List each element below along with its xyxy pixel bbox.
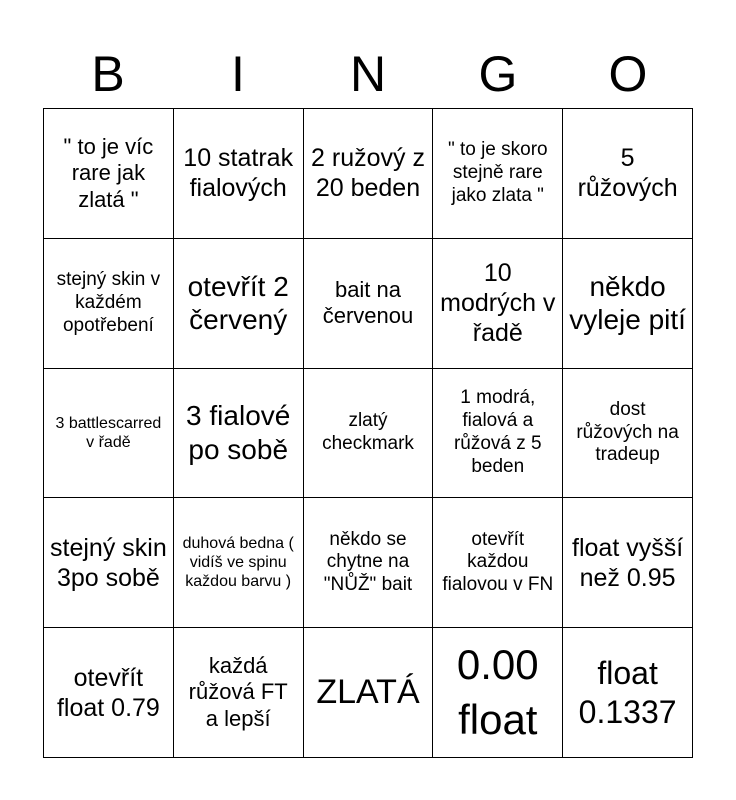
header-letter-n: N	[349, 46, 387, 102]
bingo-cell-r4-c3[interactable]: někdo se chytne na "NŮŽ" bait	[304, 498, 434, 628]
bingo-cell-r5-c3[interactable]: ZLATÁ	[304, 628, 434, 758]
bingo-cell-r2-c3[interactable]: bait na červenou	[304, 239, 434, 369]
bingo-cell-r3-c3[interactable]: zlatý checkmark	[304, 369, 434, 499]
header-letter-b: B	[91, 46, 125, 102]
bingo-grid	[43, 108, 693, 758]
header-letter-i: I	[231, 46, 245, 102]
bingo-cell-r5-c2[interactable]: každá růžová FT a lepší	[174, 628, 304, 758]
bingo-cell-r3-c4[interactable]: 1 modrá, fialová a růžová z 5 beden	[433, 369, 563, 499]
header-letter-o: O	[608, 46, 648, 102]
bingo-cell-r1-c2[interactable]: 10 statrak fialových	[174, 109, 304, 239]
bingo-cell-r2-c4[interactable]: 10 modrých v řadě	[433, 239, 563, 369]
bingo-cell-r5-c4[interactable]: 0.00 float	[433, 628, 563, 758]
bingo-cell-r4-c4[interactable]: otevřít každou fialovou v FN	[433, 498, 563, 628]
bingo-cell-r4-c1[interactable]: stejný skin 3po sobě	[44, 498, 174, 628]
bingo-cell-r1-c4[interactable]: " to je skoro stejně rare jako zlata "	[433, 109, 563, 239]
bingo-cell-r4-c5[interactable]: float vyšší než 0.95	[563, 498, 693, 628]
bingo-cell-r3-c1[interactable]: 3 battlescarred v řadě	[44, 369, 174, 499]
bingo-header	[43, 40, 693, 108]
bingo-cell-r2-c5[interactable]: někdo vyleje pití	[563, 239, 693, 369]
bingo-cell-r5-c1[interactable]: otevřít float 0.79	[44, 628, 174, 758]
bingo-cell-r1-c1[interactable]: " to je víc rare jak zlatá "	[44, 109, 174, 239]
bingo-cell-r4-c2[interactable]: duhová bedna ( vidíš ve spinu každou barvu )	[174, 498, 304, 628]
bingo-cell-r2-c1[interactable]: stejný skin v každém opotřebení	[44, 239, 174, 369]
bingo-cell-r2-c2[interactable]: otevřít 2 červený	[174, 239, 304, 369]
bingo-cell-r5-c5[interactable]: float 0.1337	[563, 628, 693, 758]
bingo-cell-r3-c5[interactable]: dost růžových na tradeup	[563, 369, 693, 499]
bingo-cell-r1-c5[interactable]: 5 růžových	[563, 109, 693, 239]
bingo-cell-r1-c3[interactable]: 2 ružový z 20 beden	[304, 109, 434, 239]
bingo-cell-r3-c2[interactable]: 3 fialové po sobě	[174, 369, 304, 499]
header-letter-g: G	[478, 46, 518, 102]
